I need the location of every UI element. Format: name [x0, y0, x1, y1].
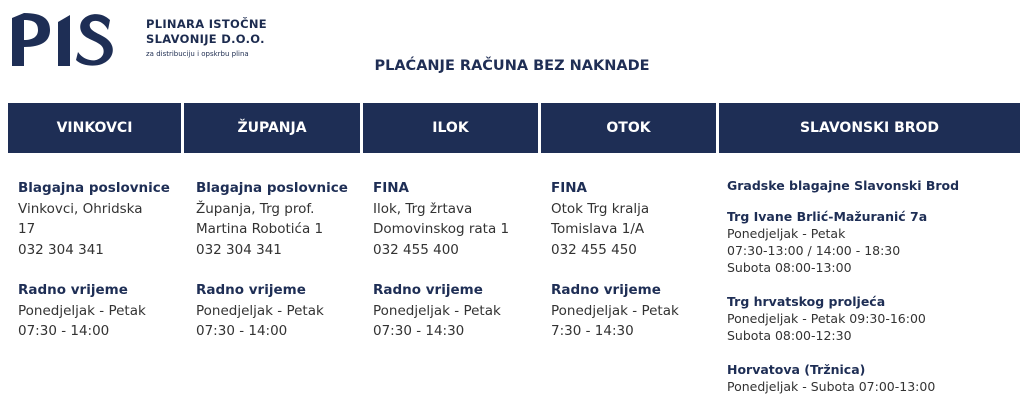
- location-name: FINA: [551, 180, 587, 196]
- working-days: Ponedjeljak - Petak: [373, 302, 501, 319]
- working-hours: 07:30 - 14:00: [196, 323, 288, 339]
- address-line: Martina Robotića 1: [196, 221, 324, 237]
- page-title: PLAĆANJE RAČUNA BEZ NAKNADE: [374, 58, 650, 74]
- intro-label: Gradske blagajne Slavonski Brod: [727, 178, 960, 193]
- column-header-zupanja: ŽUPANJA: [184, 103, 363, 153]
- location-name: Trg Ivane Brlić-Mažuranić 7a: [727, 209, 928, 224]
- working-hours: Ponedjeljak - Petak 09:30-16:00: [727, 311, 926, 326]
- working-hours: 07:30 - 14:00: [18, 323, 110, 339]
- address-line: Županja, Trg prof.: [196, 200, 315, 217]
- working-hours: Ponedjeljak - Subota 07:00-13:00: [727, 379, 936, 394]
- table-header: [8, 103, 1020, 153]
- location-name: Trg hrvatskog proljeća: [727, 294, 886, 309]
- address-line: Ilok, Trg žrtava: [373, 200, 473, 217]
- column-header-vinkovci: VINKOVCI: [8, 103, 184, 153]
- column-otok: [551, 178, 679, 342]
- address-line: Domovinskog rata 1: [373, 221, 510, 237]
- working-days: Ponedjeljak - Petak: [727, 226, 846, 241]
- location-name: Blagajna poslovnice: [18, 180, 170, 196]
- company-line-2: SLAVONIJE D.O.O.: [146, 32, 265, 46]
- address-line: Vinkovci, Ohridska: [18, 200, 143, 217]
- working-days: Ponedjeljak - Petak: [551, 302, 679, 319]
- column-vinkovci: [18, 178, 170, 342]
- column-header-slavonski-brod: SLAVONSKI BROD: [799, 120, 940, 136]
- phone-number: 032 455 400: [373, 241, 459, 258]
- column-header-ilok: ILOK: [363, 103, 541, 153]
- company-name: [146, 17, 267, 59]
- working-days: Ponedjeljak - Petak: [18, 302, 146, 319]
- phone-number: 032 455 450: [551, 241, 637, 258]
- working-hours: 07:30 - 14:30: [373, 323, 465, 339]
- saturday-hours: Subota 08:00-12:30: [727, 328, 852, 343]
- working-days: Ponedjeljak - Petak: [196, 302, 324, 319]
- saturday-hours: Subota 08:00-13:00: [727, 260, 852, 275]
- working-hours: 7:30 - 14:30: [551, 323, 634, 339]
- working-hours: 07:30-13:00 / 14:00 - 18:30: [727, 243, 901, 258]
- company-line-1: PLINARA ISTOČNE: [146, 17, 267, 31]
- address-line: Tomislava 1/A: [551, 221, 645, 237]
- column-slavonski-brod: [727, 177, 959, 395]
- hours-label: Radno vrijeme: [373, 282, 483, 298]
- location-name: Horvatova (Tržnica): [727, 362, 866, 377]
- address-line: 17: [18, 221, 36, 237]
- hours-label: Radno vrijeme: [551, 282, 661, 298]
- location-name: Blagajna poslovnice: [196, 180, 348, 196]
- hours-label: Radno vrijeme: [18, 282, 128, 298]
- phone-number: 032 304 341: [18, 241, 104, 258]
- location-name: FINA: [373, 180, 409, 196]
- column-zupanja: [196, 178, 348, 342]
- hours-label: Radno vrijeme: [196, 282, 306, 298]
- column-header-otok: OTOK: [541, 103, 719, 153]
- column-ilok: [373, 178, 509, 342]
- company-tagline: za distribuciju i opskrbu plina: [146, 50, 249, 58]
- address-line: Otok Trg kralja: [551, 200, 650, 217]
- phone-number: 032 304 341: [196, 241, 282, 258]
